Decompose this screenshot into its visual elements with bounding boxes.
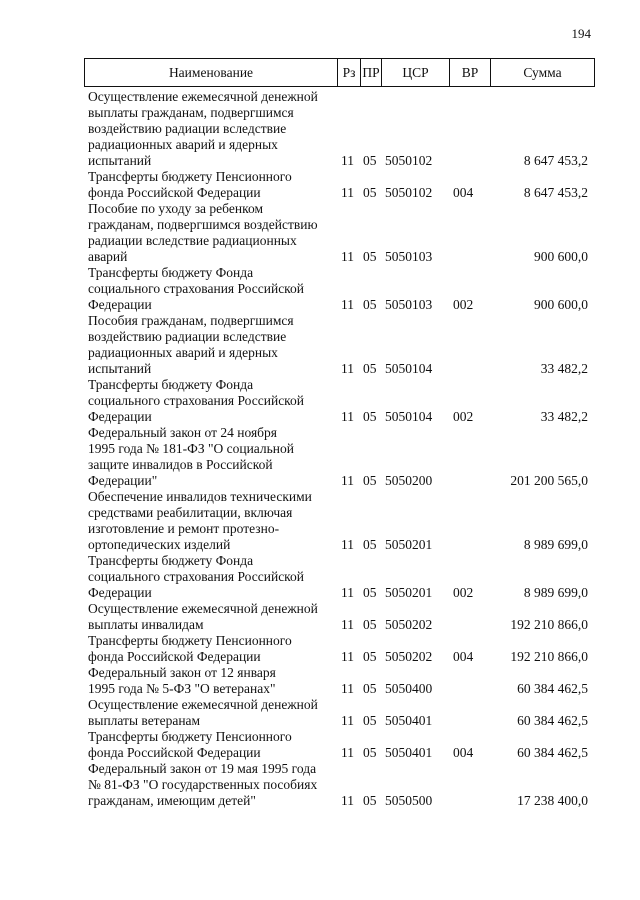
row-rz: 11 — [341, 297, 354, 312]
row-vr: 002 — [453, 585, 474, 600]
row-name: Трансферты бюджету Фонда социального страхования Российской Федерации — [88, 377, 305, 424]
header-pr: ПР — [361, 59, 382, 87]
row-name: Трансферты бюджету Пенсионного фонда Российской Федерации — [88, 729, 292, 760]
table-body — [88, 89, 588, 809]
table-row — [88, 425, 588, 489]
row-rz: 11 — [341, 185, 354, 200]
row-sum: 8 989 699,0 — [523, 537, 588, 552]
header-row — [85, 59, 595, 87]
row-pr: 05 — [363, 585, 377, 600]
row-rz: 11 — [341, 409, 354, 424]
row-sum: 900 600,0 — [534, 297, 588, 312]
row-csr: 5050103 — [385, 297, 433, 312]
row-name: Федеральный закон от 12 января 1995 года № 5-ФЗ "О ветеранах" — [88, 665, 276, 696]
table-row — [88, 729, 588, 761]
row-csr: 5050201 — [385, 537, 433, 552]
row-csr: 5050202 — [385, 617, 433, 632]
row-rz: 11 — [341, 681, 354, 696]
row-pr: 05 — [363, 793, 377, 808]
row-name: Трансферты бюджету Пенсионного фонда Российской Федерации — [88, 169, 292, 200]
table-row — [88, 313, 588, 377]
row-vr: 004 — [453, 745, 474, 760]
row-csr: 5050103 — [385, 249, 433, 264]
row-csr: 5050104 — [385, 361, 433, 376]
row-csr: 5050401 — [385, 713, 433, 728]
row-sum: 8 647 453,2 — [523, 153, 588, 168]
row-name: Осуществление ежемесячной денежной выплаты инвалидам — [88, 601, 318, 632]
row-rz: 11 — [341, 793, 354, 808]
row-rz: 11 — [341, 473, 354, 488]
row-sum: 192 210 866,0 — [510, 649, 588, 664]
row-pr: 05 — [363, 185, 377, 200]
header-sum: Сумма — [491, 59, 595, 87]
row-pr: 05 — [363, 713, 377, 728]
row-csr: 5050500 — [385, 793, 433, 808]
row-sum: 60 384 462,5 — [517, 745, 588, 760]
header-name: Наименование — [85, 59, 338, 87]
row-csr: 5050102 — [385, 153, 433, 168]
row-rz: 11 — [341, 617, 354, 632]
row-name: Пособие по уходу за ребенком гражданам, подвергшимся воздействию радиации вследствие радиационных аварий — [88, 201, 318, 264]
table-row — [88, 633, 588, 665]
header-csr: ЦСР — [382, 59, 450, 87]
row-name: Трансферты бюджету Фонда социального страхования Российской Федерации — [88, 265, 305, 312]
row-name: Осуществление ежемесячной денежной выплаты гражданам, подвергшимся воздействию радиации вследствие радиационных аварий и ядерных испытаний — [88, 89, 318, 168]
row-sum: 33 482,2 — [540, 409, 588, 424]
row-pr: 05 — [363, 617, 377, 632]
row-csr: 5050104 — [385, 409, 433, 424]
table-row — [88, 761, 588, 809]
table-row — [88, 665, 588, 697]
row-csr: 5050200 — [385, 473, 433, 488]
row-rz: 11 — [341, 153, 354, 168]
row-name: Федеральный закон от 19 мая 1995 года № 81-ФЗ "О государственных пособиях гражданам, имеющим детей" — [88, 761, 318, 808]
row-pr: 05 — [363, 681, 377, 696]
row-sum: 201 200 565,0 — [510, 473, 588, 488]
row-rz: 11 — [341, 713, 354, 728]
row-pr: 05 — [363, 537, 377, 552]
row-sum: 60 384 462,5 — [517, 713, 588, 728]
table-row — [88, 89, 588, 169]
row-csr: 5050202 — [385, 649, 433, 664]
row-sum: 17 238 400,0 — [517, 793, 588, 808]
row-rz: 11 — [341, 585, 354, 600]
row-sum: 900 600,0 — [534, 249, 588, 264]
table-row — [88, 201, 588, 265]
table-row — [88, 553, 588, 601]
row-name: Федеральный закон от 24 ноября 1995 года № 181-ФЗ "О социальной защите инвалидов в Российской Федерации" — [88, 425, 295, 488]
table-row — [88, 489, 588, 553]
row-sum: 60 384 462,5 — [517, 681, 588, 696]
row-csr: 5050400 — [385, 681, 433, 696]
row-csr: 5050201 — [385, 585, 433, 600]
row-name: Пособия гражданам, подвергшимся воздействию радиации вследствие радиационных аварий и ядерных испытаний — [88, 313, 294, 376]
row-pr: 05 — [363, 745, 377, 760]
row-pr: 05 — [363, 473, 377, 488]
page-number: 194 — [571, 26, 591, 41]
table-row — [88, 265, 588, 313]
table-row — [88, 697, 588, 729]
header-vr: ВР — [450, 59, 491, 87]
row-vr: 004 — [453, 185, 474, 200]
row-name: Трансферты бюджету Фонда социального страхования Российской Федерации — [88, 553, 305, 600]
row-rz: 11 — [341, 649, 354, 664]
row-rz: 11 — [341, 361, 354, 376]
row-sum: 192 210 866,0 — [510, 617, 588, 632]
table-row — [88, 601, 588, 633]
row-pr: 05 — [363, 249, 377, 264]
row-name: Трансферты бюджету Пенсионного фонда Российской Федерации — [88, 633, 292, 664]
row-csr: 5050102 — [385, 185, 433, 200]
row-csr: 5050401 — [385, 745, 433, 760]
row-sum: 8 647 453,2 — [523, 185, 588, 200]
row-name: Обеспечение инвалидов техническими средствами реабилитации, включая изготовление и ремонт протезно- ортопедических изделий — [88, 489, 312, 552]
row-vr: 002 — [453, 297, 474, 312]
row-rz: 11 — [341, 249, 354, 264]
row-pr: 05 — [363, 409, 377, 424]
row-vr: 004 — [453, 649, 474, 664]
row-rz: 11 — [341, 537, 354, 552]
row-sum: 8 989 699,0 — [523, 585, 588, 600]
row-sum: 33 482,2 — [540, 361, 588, 376]
row-vr: 002 — [453, 409, 474, 424]
header-rz: Рз — [338, 59, 361, 87]
row-name: Осуществление ежемесячной денежной выплаты ветеранам — [88, 697, 318, 728]
row-pr: 05 — [363, 361, 377, 376]
row-pr: 05 — [363, 297, 377, 312]
table-row — [88, 377, 588, 425]
row-pr: 05 — [363, 649, 377, 664]
table-row — [88, 169, 588, 201]
row-rz: 11 — [341, 745, 354, 760]
table-header — [84, 58, 595, 87]
row-pr: 05 — [363, 153, 377, 168]
